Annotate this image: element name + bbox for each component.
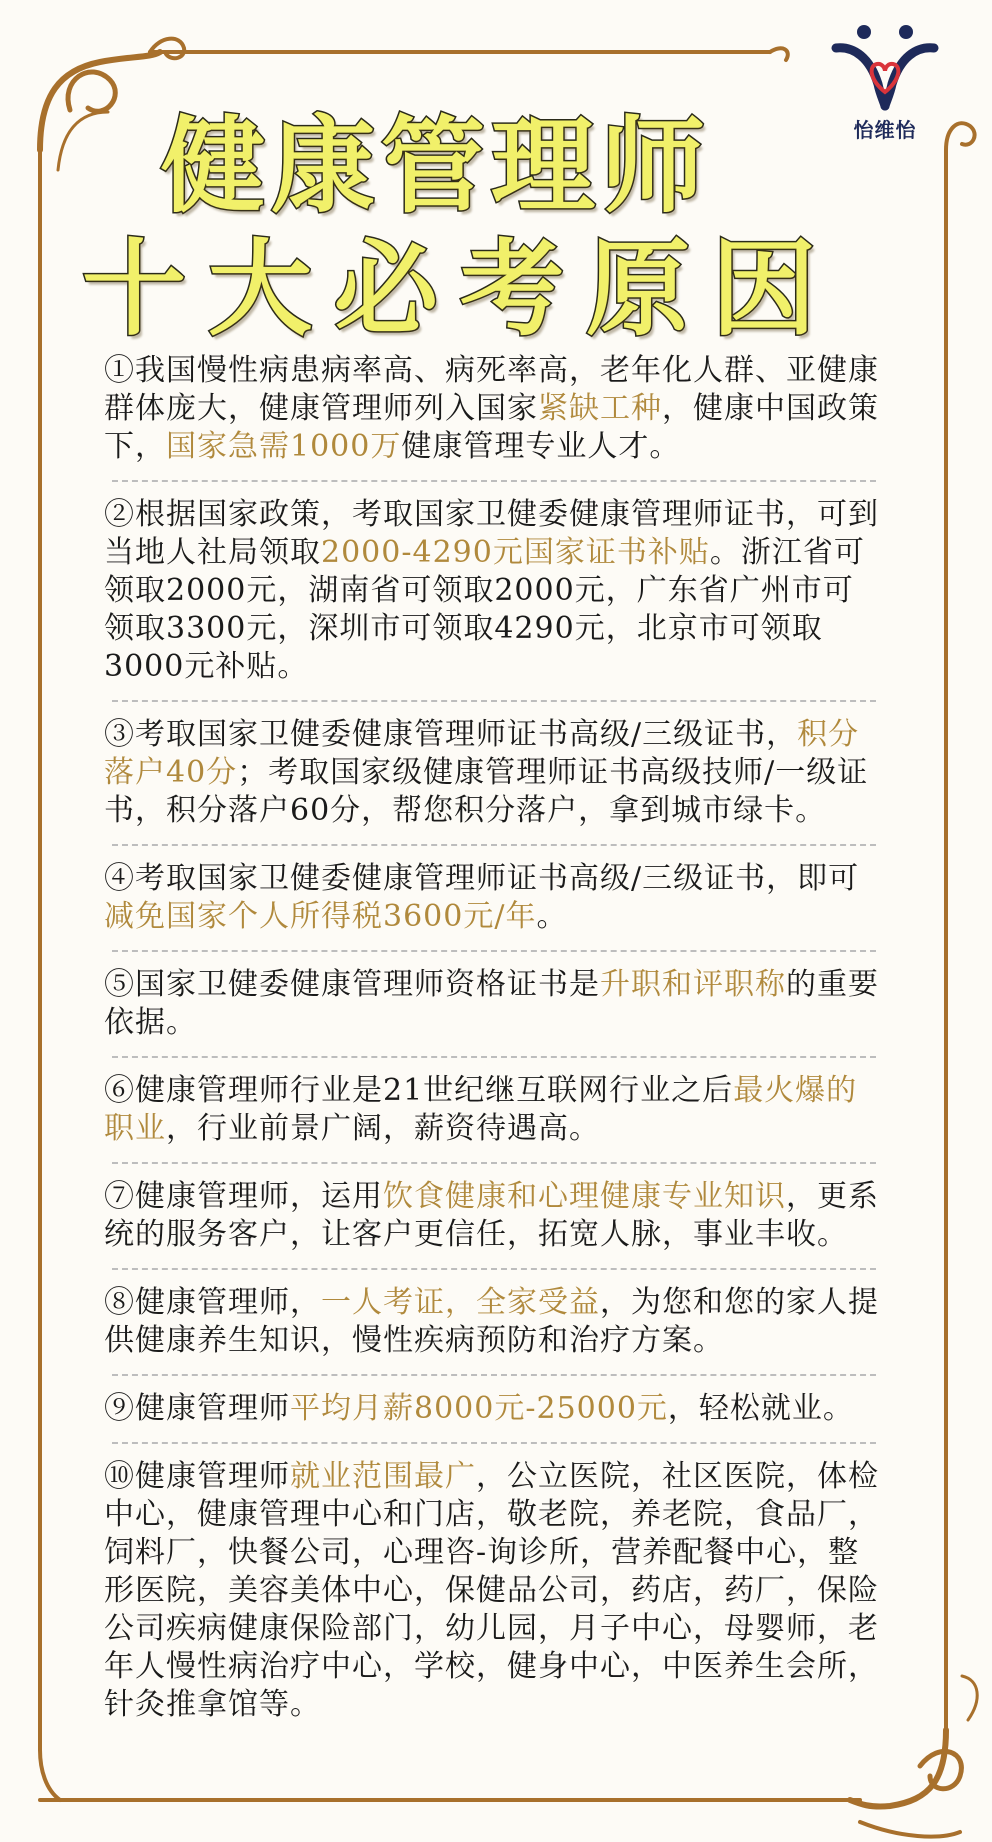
highlight-text: 平均月薪8000元-25000元 xyxy=(290,1391,668,1426)
highlight-text: 积分落户40分 xyxy=(104,717,860,790)
reason-item xyxy=(104,1284,884,1360)
reason-text: ⑦健康管理师，运用 xyxy=(104,1179,383,1214)
dashed-divider xyxy=(112,844,876,846)
highlight-text: 最火爆的职业 xyxy=(104,1073,858,1146)
highlight-text: 2000-4290元国家证书补贴 xyxy=(321,535,710,570)
dashed-divider xyxy=(112,1162,876,1164)
page-title: 健康管理师 xyxy=(160,105,711,227)
reason-text: ，行业前景广阔，薪资待遇高。 xyxy=(166,1111,600,1146)
dashed-divider xyxy=(112,1442,876,1444)
reason-text: 。浙江省可领取2000元，湖南省可领取2000元，广东省广州市可领取3300元，深圳市可领取4290元，北京市可领取3000元补贴。 xyxy=(104,535,865,684)
reason-text: ，为您和您的家人提供健康养生知识，慢性疾病预防和治疗方案。 xyxy=(104,1285,879,1358)
reason-text: ，健康中国政策下， xyxy=(104,391,879,464)
reason-text: 健康管理专业人才。 xyxy=(401,429,681,464)
reason-text: ；考取国家级健康管理师证书高级技师/一级证书，积分落户60分，帮您积分落户，拿到城市绿卡。 xyxy=(104,755,869,828)
reason-item xyxy=(104,1390,884,1428)
reason-text: ⑤国家卫健委健康管理师资格证书是 xyxy=(104,967,600,1002)
reason-item xyxy=(104,1072,884,1148)
reason-text: ，更系统的服务客户，让客户更信任，拓宽人脉，事业丰收。 xyxy=(104,1179,879,1252)
highlight-text: 减免国家个人所得税3600元/年 xyxy=(104,899,537,934)
reason-text: ，公立医院，社区医院，体检中心，健康管理中心和门店，敬老院，养老院，食品厂，饲料厂，快餐公司，心理咨-询诊所，营养配餐中心，整形医院，美容美体中心，保健品公司，药店，药厂，保险公司疾病健康保险部门，幼儿园，月子中心，母婴师，老年人慢性病治疗中心，学校，健身中心，中医养生会所，针灸推拿馆等。 xyxy=(104,1459,879,1722)
reason-text: ⑥健康管理师行业是21世纪继互联网行业之后 xyxy=(104,1073,734,1108)
reason-text: ②根据国家政策，考取国家卫健委健康管理师证书，可到当地人社局领取 xyxy=(104,497,879,570)
highlight-text: 国家急需1000万 xyxy=(166,429,402,464)
dashed-divider xyxy=(112,1374,876,1376)
reason-item xyxy=(104,716,884,830)
brand-name: 怡维怡 xyxy=(853,118,917,142)
reason-item xyxy=(104,352,884,466)
reason-text: ，轻松就业。 xyxy=(667,1391,854,1426)
reason-text: 的重要依据。 xyxy=(104,967,879,1040)
reason-item xyxy=(104,1458,884,1724)
highlight-text: 饮食健康和心理健康专业知识 xyxy=(383,1179,786,1214)
page-subtitle: 十大必考原因 xyxy=(81,228,838,350)
dashed-divider xyxy=(112,1268,876,1270)
highlight-text: 就业范围最广 xyxy=(290,1459,476,1494)
reason-text: ①我国慢性病患病率高、病死率高，老年化人群、亚健康群体庞大，健康管理师列入国家 xyxy=(104,353,879,426)
reason-item xyxy=(104,1178,884,1254)
reason-item xyxy=(104,860,884,936)
reason-item xyxy=(104,966,884,1042)
highlight-text: 紧缺工种 xyxy=(538,391,662,426)
reasons-list xyxy=(104,352,884,1724)
reason-text: ⑨健康管理师 xyxy=(104,1391,290,1426)
reason-item xyxy=(104,496,884,686)
reason-text: 。 xyxy=(536,899,568,934)
reason-text: ⑧健康管理师， xyxy=(104,1285,321,1320)
dashed-divider xyxy=(112,950,876,952)
reason-text: ⑩健康管理师 xyxy=(104,1459,290,1494)
dashed-divider xyxy=(112,1056,876,1058)
highlight-text: 升职和评职称 xyxy=(600,967,786,1002)
reason-text: ④考取国家卫健委健康管理师证书高级/三级证书，即可 xyxy=(104,861,860,896)
dashed-divider xyxy=(112,480,876,482)
highlight-text: 一人考证，全家受益 xyxy=(321,1285,600,1320)
reason-text: ③考取国家卫健委健康管理师证书高级/三级证书， xyxy=(104,717,798,752)
dashed-divider xyxy=(112,700,876,702)
